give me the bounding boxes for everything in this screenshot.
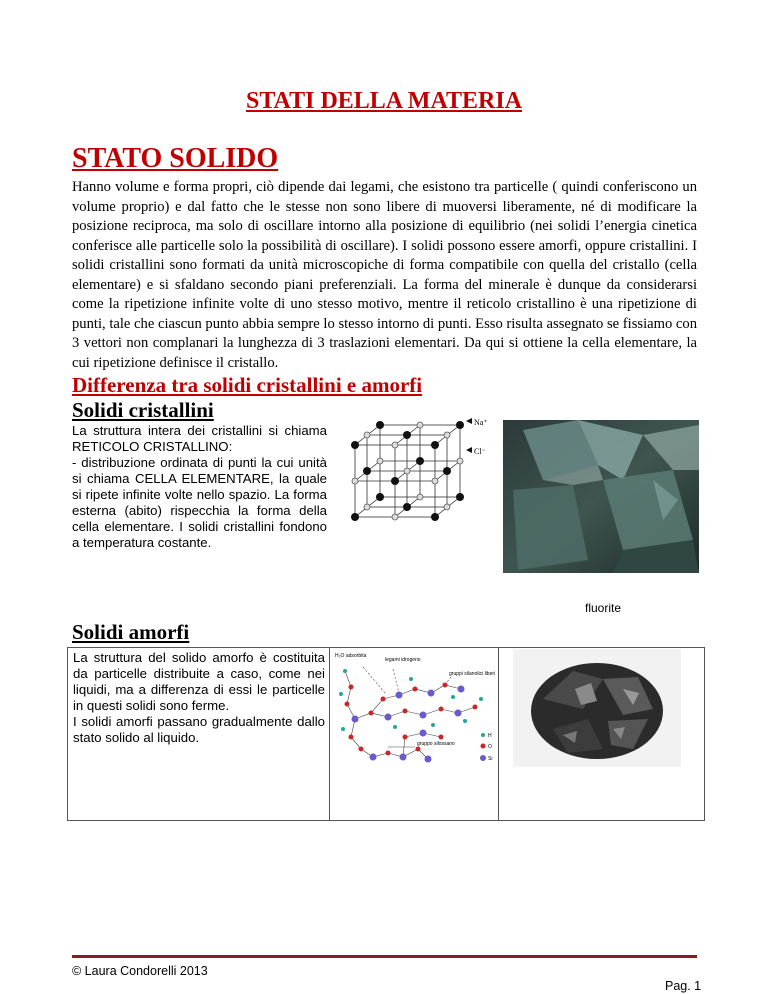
table-divider xyxy=(498,647,499,820)
siloxane-group-label: gruppo silossano xyxy=(417,741,455,747)
table-divider xyxy=(329,647,330,820)
nacl-lattice-diagram xyxy=(340,417,500,522)
legend-h: H xyxy=(488,733,492,739)
page-title: STATI DELLA MATERIA xyxy=(245,88,523,114)
footer-copyright: © Laura Condorelli 2013 xyxy=(72,964,208,978)
crystalline-heading: Solidi cristallini xyxy=(72,398,214,422)
hydrogen-bonds-label: legami idrogeno xyxy=(385,657,421,663)
footer-rule xyxy=(72,955,697,958)
amorphous-description xyxy=(73,650,325,746)
na-label: Na⁺ xyxy=(474,418,488,427)
crystalline-text-line1: La struttura intera dei cristallini si chiama RETICOLO CRISTALLINO: xyxy=(72,423,327,454)
crystalline-description xyxy=(72,423,327,551)
solid-state-heading: STATO SOLIDO xyxy=(72,143,279,174)
fluorite-caption: fluorite xyxy=(585,601,622,615)
silica-structure-diagram xyxy=(333,649,495,767)
solid-state-paragraph: Hanno volume e forma propri, ciò dipende dai legami, che esistono tra particelle ( quindi conferiscono un volume proprio) e dal fatto che le stesse non sono libere di muoversi liberamente, né di modificare la posizione reciproca, ma solo di oscillare intorno alla posizione di equilibrio (nei solidi l’energia cinetica conferisce alle particelle solo la possibilità di oscillare). I solidi possono essere amorfi, oppure cristallini. I solidi cristallini sono formati da unità microscopiche di forma compatibile con quella del cristallo (cella elementare) e si sfaldano secondo piani preferenziali. La forma del minerale è dunque da considerarsi come la ripetizione infinite volte di uno stesso motivo, mentre il reticolo cristallino è una ripetizione di punti, tale che ciascun punto abbia sempre lo stesso intorno di punti. Esso risulta assegnato se fissiamo con 3 vettori non complanari la lunghezza di 3 traslazioni elementari. Da qui si ottiene la cella elementare, la cui ripetizione definisce il cristallo. xyxy=(72,179,697,371)
amorphous-text-line2: I solidi amorfi passano gradualmente dallo stato solido al liquido. xyxy=(73,714,325,745)
amorphous-text-line1: La struttura del solido amorfo è costituita da particelle distribuite a caso, come nei liquidi, ma a differenza di essi le particelle in questi solidi sono ferme. xyxy=(73,650,325,713)
difference-heading: Differenza tra solidi cristallini e amorfi xyxy=(72,373,423,397)
fluorite-photo xyxy=(503,420,699,573)
amorphous-rock-photo xyxy=(513,649,681,767)
adsorbed-water-label: H₂O adsorbita xyxy=(335,653,367,659)
amorphous-heading: Solidi amorfi xyxy=(72,620,190,644)
legend-si: Si xyxy=(488,756,493,762)
legend-o: O xyxy=(488,744,492,750)
cl-label: Cl⁻ xyxy=(474,447,486,456)
crystalline-text-line2: - distribuzione ordinata di punti la cui unità si chiama CELLA ELEMENTARE, la quale si ripete infinite volte nello spazio. La forma esterna (abito) rispecchia la forma della cella elementare. I solidi cristallini fondono a temperatura costante. xyxy=(72,455,327,550)
silanol-groups-label: gruppi silanolici liberi xyxy=(449,671,495,677)
page-number: Pag. 1 xyxy=(665,979,702,993)
